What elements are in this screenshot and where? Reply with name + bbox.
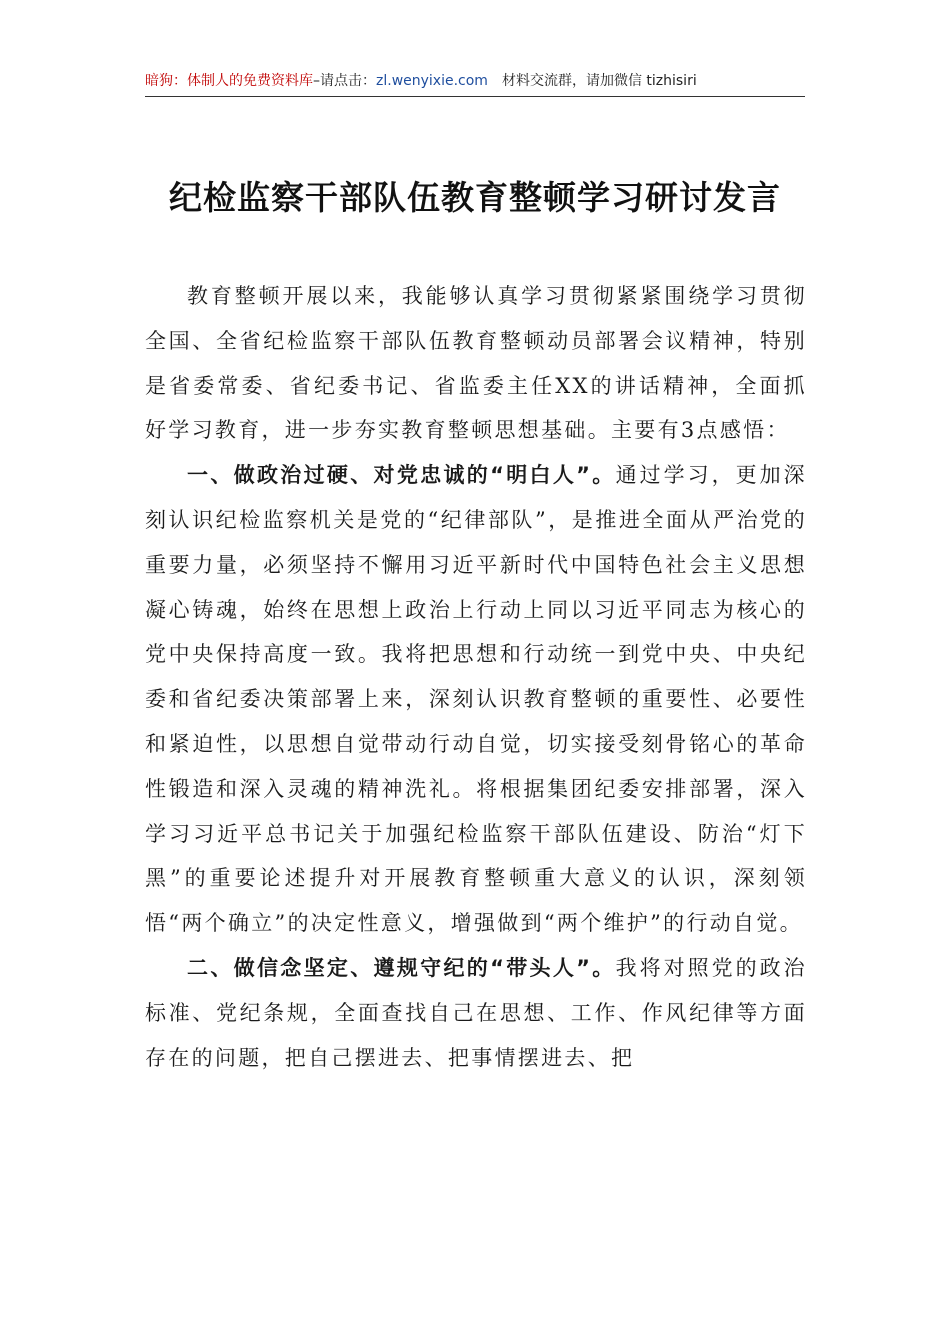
intro-paragraph: 教育整顿开展以来，我能够认真学习贯彻紧紧围绕学习贯彻全国、全省纪检监察干部队伍教育整顿动员部署会议精神，特别是省委常委、省纪委书记、省监委主任XX的讲话精神，全面抓好学习教育，进一步夯实教育整顿思想基础。主要有3点感悟： bbox=[145, 284, 807, 443]
section-heading-1: 一、做政治过硬、对党忠诚的“明白人”。 bbox=[187, 463, 616, 488]
section-text-1: 通过学习，更加深刻认识纪检监察机关是党的“纪律部队”，是推进全面从严治党的重要力量，必须坚持不懈用习近平新时代中国特色社会主义思想凝心铸魂，始终在思想上政治上行动上同以习近平同志为核心的党中央保持高度一致。我将把思想和行动统一到党中央、中央纪委和省纪委决策部署上来，深刻认识教育整顿的重要性、必要性和紧迫性，以思想自觉带动行动自觉，切实接受刻骨铭心的革命性锻造和深入灵魂的精神洗礼。将根据集团纪委安排部署，深入学习习近平总书记关于加强纪检监察干部队伍建设、防治“灯下黑”的重要论述提升对开展教育整顿重大意义的认识，深刻领悟“两个确立”的决定性意义，增强做到“两个维护”的行动自觉。 bbox=[145, 463, 807, 936]
section-text-2: 我将对照党的政治标准、党纪条规，全面查找自己在思想、工作、作风纪律等方面存在的问题，把自己摆进去、把事情摆进去、把 bbox=[145, 955, 807, 1070]
page-header bbox=[145, 70, 805, 97]
header-prompt: –请点击： bbox=[313, 73, 376, 89]
section-heading-2: 二、做信念坚定、遵规守纪的“带头人”。 bbox=[187, 955, 616, 980]
header-contact: 材料交流群，请加微信 tizhisiri bbox=[501, 73, 697, 89]
header-url-link[interactable]: zl.wenyixie.com bbox=[376, 73, 488, 89]
section-paragraph-1 bbox=[145, 453, 807, 946]
section-paragraph-2 bbox=[145, 946, 807, 1080]
header-brand: 暗狗：体制人的免费资料库 bbox=[145, 73, 313, 89]
document-body bbox=[145, 274, 807, 1080]
document-title: 纪检监察干部队伍教育整顿学习研讨发言 bbox=[169, 178, 781, 217]
